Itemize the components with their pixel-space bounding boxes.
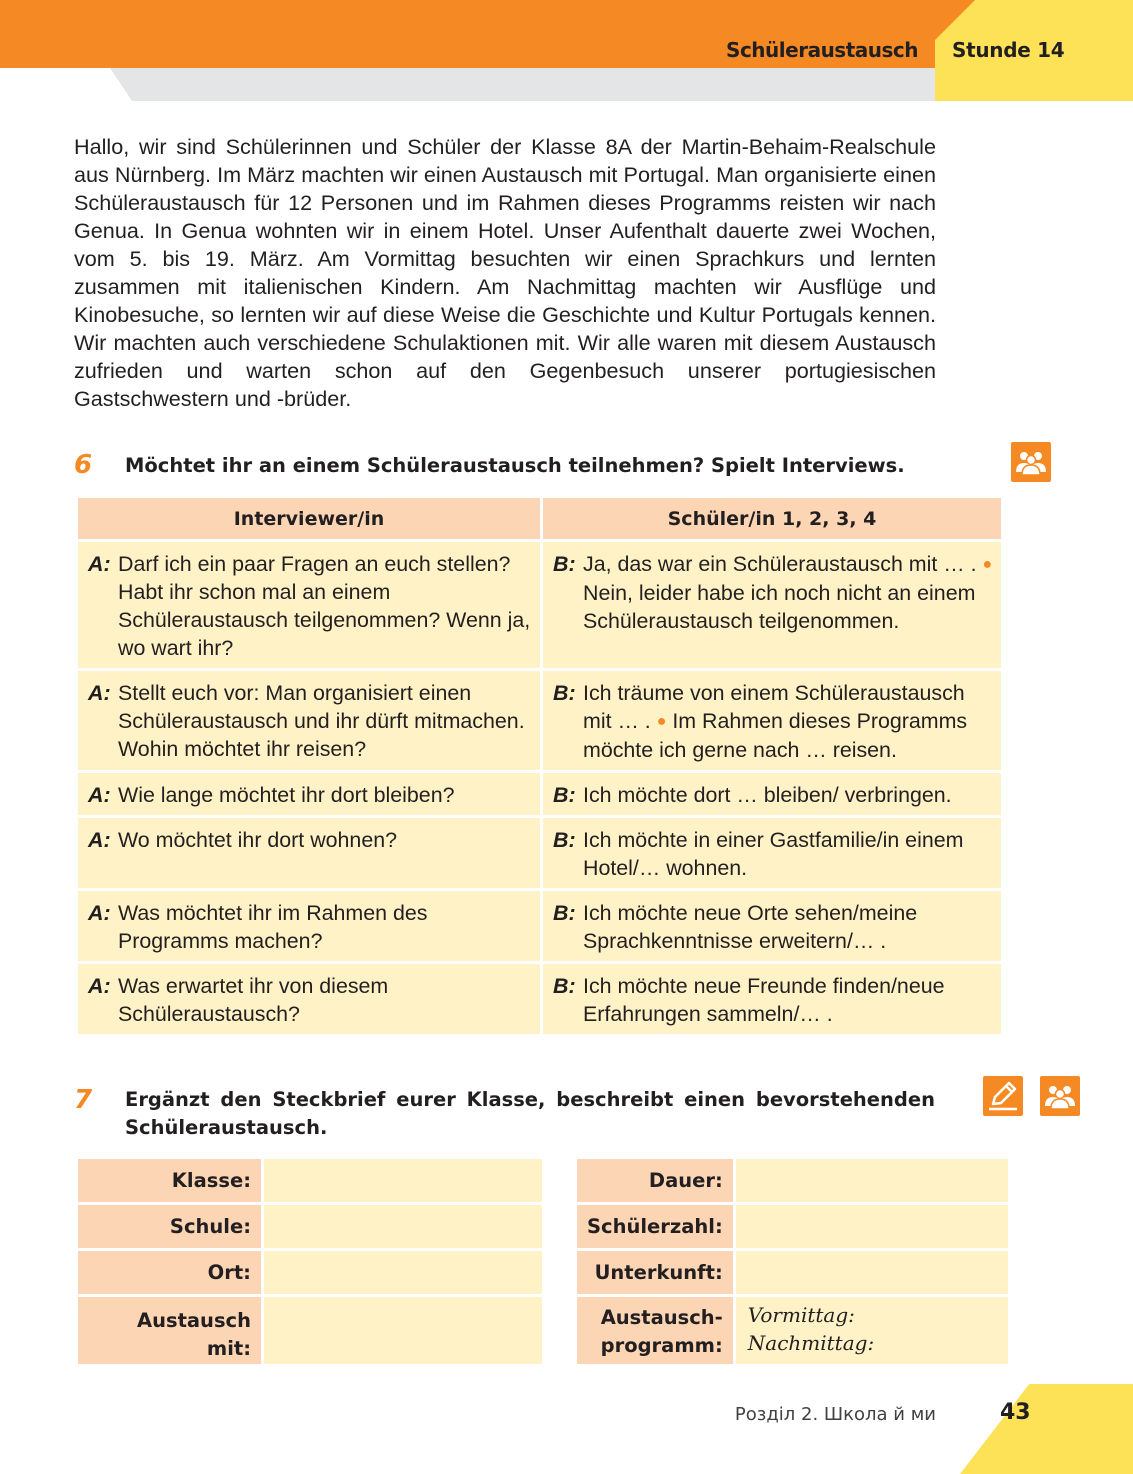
interview-table-header xyxy=(77,497,1003,541)
answer-text xyxy=(583,679,993,764)
profile-row xyxy=(77,1204,544,1250)
field-label-accommodation: Unterkunft: xyxy=(576,1250,735,1296)
student-cell xyxy=(542,890,1003,963)
bullet-icon: ● xyxy=(656,713,667,730)
field-value-program[interactable] xyxy=(734,1296,1009,1366)
table-row xyxy=(77,772,1003,817)
speaker-label: B: xyxy=(553,783,576,807)
student-cell xyxy=(542,817,1003,890)
student-cell xyxy=(542,772,1003,817)
table-row xyxy=(77,541,1003,670)
interviewer-cell xyxy=(77,963,542,1036)
question-text: Wie lange möchtet ihr dort bleiben? xyxy=(118,783,455,807)
speaker-label: A: xyxy=(88,828,111,852)
header-gray-band xyxy=(110,68,940,101)
field-value-duration[interactable] xyxy=(734,1158,1009,1204)
field-label-program xyxy=(576,1296,735,1366)
answer-option-1: Ich träume von einem Schüleraustausch mit … . xyxy=(583,681,965,733)
bullet-icon: ● xyxy=(982,556,993,573)
field-label-class: Klasse: xyxy=(77,1158,263,1204)
profile-row xyxy=(576,1158,1010,1204)
interviewer-cell xyxy=(77,670,542,772)
profile-row xyxy=(77,1250,544,1296)
question-text: Was möchtet ihr im Rahmen des Programms machen? xyxy=(118,901,428,953)
column-header-interviewer: Interviewer/in xyxy=(77,497,542,541)
question-text: Stellt euch vor: Man organisiert einen Schüleraustausch und ihr dürft mitmachen. Wohin möchtet ihr reisen? xyxy=(118,681,525,761)
answer-text xyxy=(583,550,993,635)
answer-option-2: Nein, leider habe ich noch nicht an einem Schüleraustausch teilgenommen. xyxy=(583,581,976,633)
group-icon xyxy=(1011,442,1051,482)
program-morning: Vormittag: xyxy=(747,1303,855,1327)
speaker-label: B: xyxy=(553,681,576,705)
pencil-icon xyxy=(983,1076,1023,1116)
speaker-label: A: xyxy=(88,783,111,807)
table-row xyxy=(77,817,1003,890)
student-cell xyxy=(542,670,1003,772)
task-6-instruction: Möchtet ihr an einem Schüleraustausch teilnehmen? Spielt Interviews. xyxy=(125,454,905,477)
speaker-label: B: xyxy=(553,552,576,576)
table-row xyxy=(77,890,1003,963)
speaker-label: B: xyxy=(553,974,576,998)
speaker-label: B: xyxy=(553,828,576,852)
question-text: Was erwartet ihr von diesem Schüleraustausch? xyxy=(118,974,389,1026)
program-afternoon: Nachmittag: xyxy=(747,1331,875,1355)
profile-table-right xyxy=(574,1156,1011,1367)
interviewer-cell xyxy=(77,817,542,890)
profile-row xyxy=(576,1296,1010,1366)
task-6-number: 6 xyxy=(74,450,93,480)
interviewer-cell xyxy=(77,772,542,817)
page-number: 43 xyxy=(1000,1400,1031,1425)
group-icon xyxy=(1040,1076,1080,1116)
field-value-exchange-with[interactable] xyxy=(263,1296,544,1366)
field-value-class[interactable] xyxy=(263,1158,544,1204)
field-label-exchange-with: Austausch mit: xyxy=(77,1296,263,1366)
answer-text: Ich möchte neue Orte sehen/meine Sprachkenntnisse erweitern/… . xyxy=(583,901,918,953)
field-label-student-count: Schülerzahl: xyxy=(576,1204,735,1250)
interviewer-cell xyxy=(77,541,542,670)
question-text: Wo möchtet ihr dort wohnen? xyxy=(118,828,398,852)
answer-text: Ich möchte in einer Gastfamilie/in einem Hotel/… wohnen. xyxy=(583,828,964,880)
student-cell xyxy=(542,963,1003,1036)
profile-row xyxy=(576,1250,1010,1296)
section-title: Schüleraustausch xyxy=(726,38,918,62)
task-7-number: 7 xyxy=(74,1085,93,1115)
profile-row xyxy=(576,1204,1010,1250)
answer-text: Ich möchte neue Freunde finden/neue Erfahrungen sammeln/… . xyxy=(583,974,945,1026)
field-value-student-count[interactable] xyxy=(734,1204,1009,1250)
table-row xyxy=(77,963,1003,1036)
footer-yellow-tab xyxy=(960,1384,1133,1474)
speaker-label: A: xyxy=(88,681,111,705)
field-value-accommodation[interactable] xyxy=(734,1250,1009,1296)
chapter-label: Розділ 2. Школа й ми xyxy=(734,1404,936,1425)
speaker-label: B: xyxy=(553,901,576,925)
field-value-school[interactable] xyxy=(263,1204,544,1250)
field-value-place[interactable] xyxy=(263,1250,544,1296)
lesson-label: Stunde 14 xyxy=(952,38,1065,62)
profile-table-left xyxy=(75,1156,545,1367)
intro-paragraph: Hallo, wir sind Schülerinnen und Schüler der Klasse 8A der Martin-Behaim-Realschule aus Nürnberg. Im März machten wir einen Austausch mit Portugal. Man organisierte einen Schüleraustausch für 12 Personen und im Rahmen dieses Programms reisten wir nach Genua. In Genua wohnten wir in einem Hotel. Unser Aufenthalt dauerte zwei Wochen, vom 5. bis 19. März. Am Vormittag besuchten wir einen Sprachkurs und lernten zusammen mit italienischen Kindern. Am Nachmittag machten wir Ausflüge und Kinobesuche, so lernten wir auf diese Weise die Geschichte und Kultur Portugals kennen. Wir machten auch verschiedene Schulaktionen mit. Wir alle waren mit diesem Austausch zufrieden und warten schon auf den Gegenbesuch unserer portugiesischen Gastschwestern und -brüder. xyxy=(74,134,936,411)
program-label-line-2: programm: xyxy=(600,1333,723,1357)
speaker-label: A: xyxy=(88,974,111,998)
profile-row xyxy=(77,1296,544,1366)
speaker-label: A: xyxy=(88,901,111,925)
program-label-line-1: Austausch- xyxy=(600,1305,723,1329)
answer-text: Ich möchte dort … bleiben/ verbringen. xyxy=(583,783,952,807)
task-7-instruction: Ergänzt den Steckbrief eurer Klasse, beschreibt einen bevorstehenden Schüleraustausch. xyxy=(125,1088,935,1139)
interview-table xyxy=(75,495,1004,1037)
answer-option-1: Ja, das war ein Schüleraustausch mit … . xyxy=(583,552,977,576)
speaker-label: A: xyxy=(88,552,111,576)
answer-option-2: Im Rahmen dieses Programms möchte ich gerne nach … reisen. xyxy=(583,709,968,762)
column-header-student: Schüler/in 1, 2, 3, 4 xyxy=(542,497,1003,541)
interviewer-cell xyxy=(77,890,542,963)
table-row xyxy=(77,670,1003,772)
profile-row xyxy=(77,1158,544,1204)
student-cell xyxy=(542,541,1003,670)
field-label-place: Ort: xyxy=(77,1250,263,1296)
field-label-school: Schule: xyxy=(77,1204,263,1250)
field-label-duration: Dauer: xyxy=(576,1158,735,1204)
question-text: Darf ich ein paar Fragen an euch stellen? Habt ihr schon mal an einem Schüleraustausch teilgenommen? Wenn ja, wo wart ihr? xyxy=(118,552,531,660)
